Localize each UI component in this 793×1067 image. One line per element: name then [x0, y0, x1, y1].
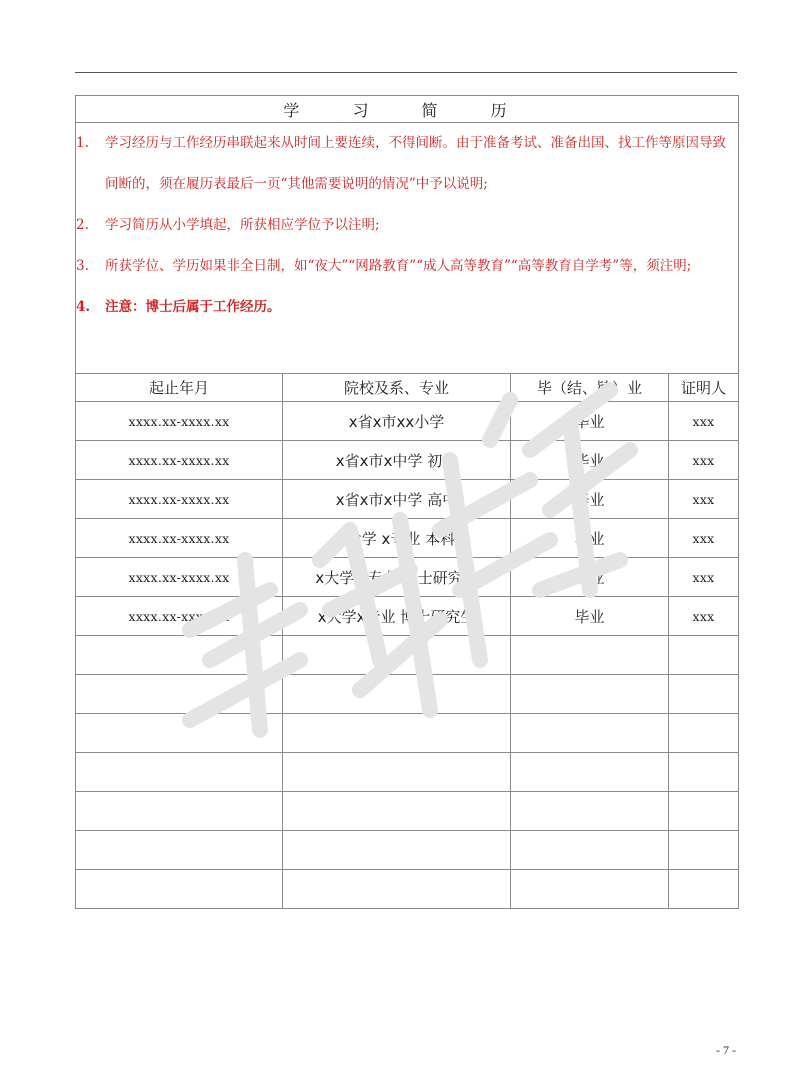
empty-cell[interactable]: [669, 792, 739, 831]
note-number: 3.: [76, 258, 89, 274]
empty-table-row: [76, 636, 739, 675]
empty-cell[interactable]: [669, 831, 739, 870]
empty-cell[interactable]: [283, 831, 511, 870]
cell-witness: xxx: [669, 597, 739, 636]
empty-cell[interactable]: [283, 792, 511, 831]
cell-status: 毕业: [511, 441, 669, 480]
cell-status: 毕业: [511, 597, 669, 636]
column-header-witness: 证明人: [669, 374, 739, 402]
note-item: [76, 205, 738, 246]
note-item: [76, 123, 738, 205]
empty-cell[interactable]: [669, 870, 739, 909]
empty-cell[interactable]: [283, 870, 511, 909]
empty-table-row: [76, 792, 739, 831]
note-number: 4.: [76, 299, 91, 315]
column-header-period: 起止年月: [76, 374, 283, 402]
note-number: 2.: [76, 217, 89, 233]
empty-cell[interactable]: [76, 636, 283, 675]
note-text: 所获学位、学历如果非全日制，如“夜大”“网路教育”“成人高等教育”“高等教育自学考”等，须注明;: [105, 258, 692, 274]
empty-cell[interactable]: [76, 792, 283, 831]
note-text: 注意：博士后属于工作经历。: [105, 299, 281, 315]
section-title: 学 习 简 历: [76, 96, 739, 123]
empty-cell[interactable]: [669, 714, 739, 753]
table-row: [76, 402, 739, 441]
notes-list: [76, 123, 738, 328]
empty-cell[interactable]: [669, 636, 739, 675]
cell-school: x省x市x中学 高中: [283, 480, 511, 519]
cell-period: xxxx.xx-xxxx.xx: [76, 519, 283, 558]
empty-cell[interactable]: [76, 675, 283, 714]
cell-school: x大学x专业 博士研究生: [283, 597, 511, 636]
empty-cell[interactable]: [283, 636, 511, 675]
cell-period: xxxx.xx-xxxx.xx: [76, 441, 283, 480]
cell-status: 毕业: [511, 558, 669, 597]
notes-cell: [76, 123, 739, 374]
table-row: [76, 519, 739, 558]
cell-witness: xxx: [669, 402, 739, 441]
note-text: 学习简历从小学填起，所获相应学位予以注明;: [105, 217, 380, 233]
column-header-row: [76, 374, 739, 402]
empty-table-row: [76, 753, 739, 792]
cell-school: x大学 x专业 本科: [283, 519, 511, 558]
empty-table-row: [76, 675, 739, 714]
cell-school: x省x市x中学 初中: [283, 441, 511, 480]
empty-cell[interactable]: [669, 675, 739, 714]
cell-school: x大学 x专业 硕士研究生: [283, 558, 511, 597]
empty-cell[interactable]: [76, 753, 283, 792]
empty-cell[interactable]: [283, 714, 511, 753]
note-item: [76, 287, 738, 328]
empty-cell[interactable]: [511, 714, 669, 753]
cell-witness: xxx: [669, 519, 739, 558]
cell-witness: xxx: [669, 480, 739, 519]
table-row: [76, 480, 739, 519]
cell-status: 毕业: [511, 519, 669, 558]
column-header-status: 毕（结、肄）业: [511, 374, 669, 402]
empty-table-row: [76, 870, 739, 909]
empty-table-row: [76, 714, 739, 753]
empty-cell[interactable]: [511, 675, 669, 714]
cell-period: xxxx.xx-xxxx.xx: [76, 402, 283, 441]
cell-period: xxxx.xx-xxxx.xx: [76, 597, 283, 636]
empty-cell[interactable]: [76, 870, 283, 909]
cell-period: xxxx.xx-xxxx.xx: [76, 558, 283, 597]
page-number: - 7 -: [716, 1043, 736, 1057]
study-resume-table: [75, 95, 739, 909]
note-number: 1.: [76, 135, 89, 151]
empty-cell[interactable]: [76, 714, 283, 753]
cell-witness: xxx: [669, 558, 739, 597]
empty-cell[interactable]: [283, 675, 511, 714]
empty-cell[interactable]: [283, 753, 511, 792]
table-row: [76, 597, 739, 636]
column-header-school: 院校及系、专业: [283, 374, 511, 402]
empty-cell[interactable]: [511, 753, 669, 792]
empty-cell[interactable]: [511, 792, 669, 831]
empty-cell[interactable]: [76, 831, 283, 870]
header-rule: [75, 72, 737, 73]
note-text: 学习经历与工作经历串联起来从时间上要连续，不得间断。由于准备考试、准备出国、找工作等原因导致间断的，须在履历表最后一页“其他需要说明的情况”中予以说明;: [105, 135, 726, 192]
empty-cell[interactable]: [669, 753, 739, 792]
note-item: [76, 246, 738, 287]
cell-period: xxxx.xx-xxxx.xx: [76, 480, 283, 519]
empty-cell[interactable]: [511, 870, 669, 909]
table-row: [76, 441, 739, 480]
empty-table-row: [76, 831, 739, 870]
table-row: [76, 558, 739, 597]
empty-cell[interactable]: [511, 831, 669, 870]
cell-status: 毕业: [511, 402, 669, 441]
cell-status: 毕业: [511, 480, 669, 519]
empty-cell[interactable]: [511, 636, 669, 675]
cell-witness: xxx: [669, 441, 739, 480]
cell-school: x省x市xx小学: [283, 402, 511, 441]
